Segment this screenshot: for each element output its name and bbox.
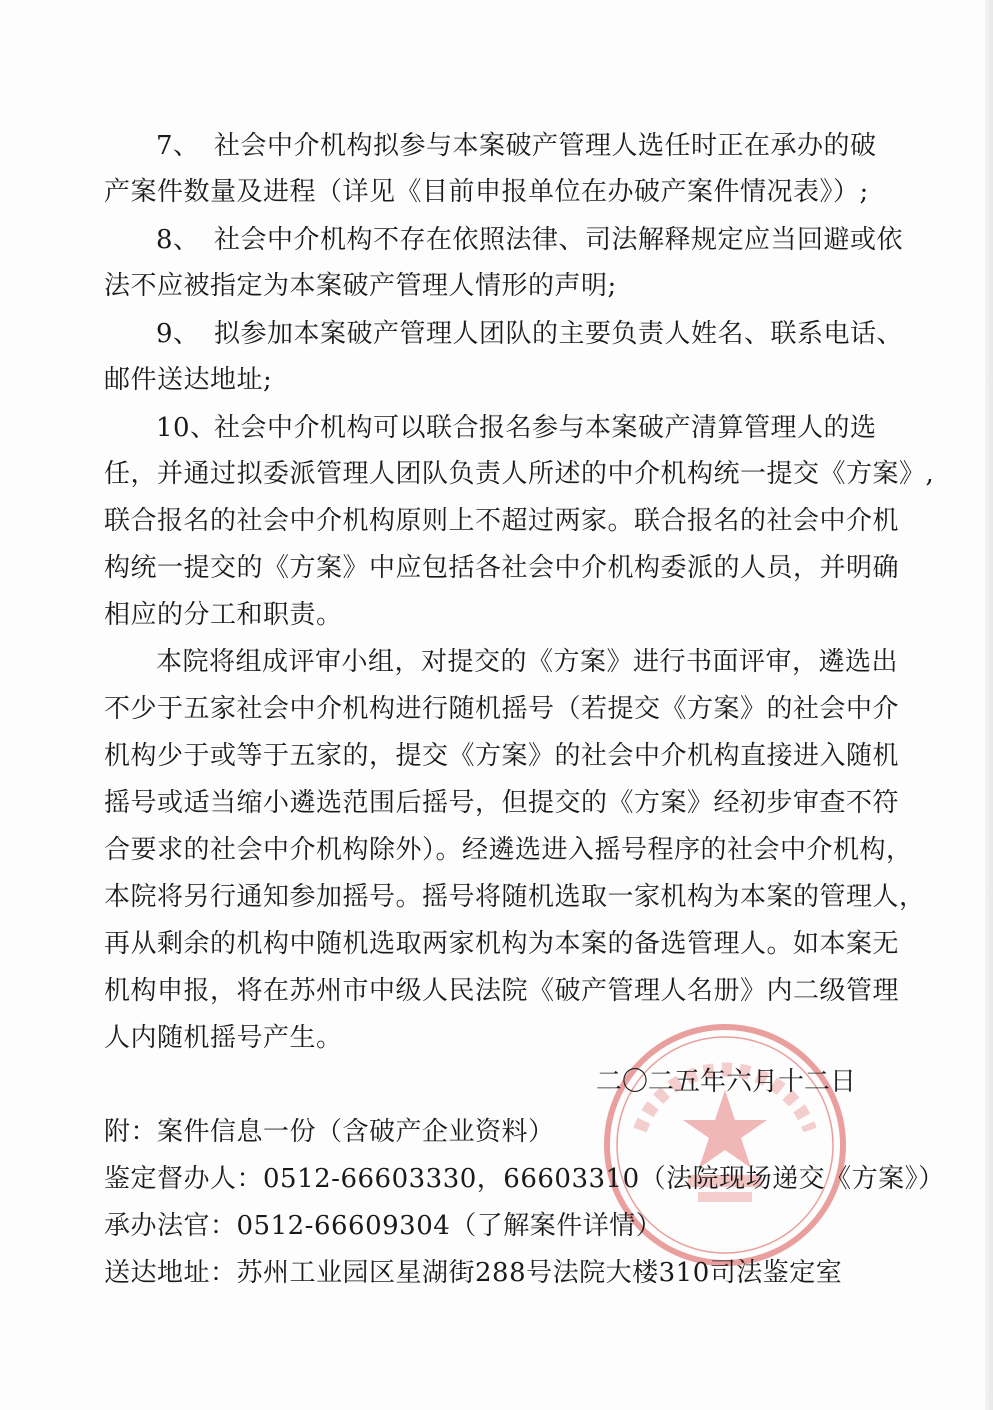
item-7-line-2: 产案件数量及进程（详见《目前申报单位在办破产案件情况表》）; (104, 177, 869, 207)
item-10-line-5: 相应的分工和职责。 (104, 600, 343, 630)
item-8-number: 8、 (156, 225, 200, 255)
item-10-line-1 (156, 410, 877, 446)
item-9-text-1: 拟参加本案破产管理人团队的主要负责人姓名、联系电话、 (214, 319, 904, 349)
item-7-line-1 (156, 128, 877, 164)
page-edge (985, 0, 993, 1410)
paragraph-line-9: 人内随机摇号产生。 (104, 1023, 343, 1053)
paragraph-line-5: 合要求的社会中介机构除外）。经遴选进入摇号程序的社会中介机构， (104, 835, 913, 865)
paragraph-line-4: 摇号或适当缩小遴选范围后摇号，但提交的《方案》经初步审查不符 (104, 788, 900, 818)
item-8-text-1: 社会中介机构不存在依照法律、司法解释规定应当回避或依 (214, 225, 904, 255)
paragraph-line-6: 本院将另行通知参加摇号。摇号将随机选取一家机构为本案的管理人， (104, 882, 926, 912)
paragraph-line-2: 不少于五家社会中介机构进行随机摇号（若提交《方案》的社会中介 (104, 694, 900, 724)
paragraph-line-8: 机构申报，将在苏州市中级人民法院《破产管理人名册》内二级管理 (104, 976, 900, 1006)
item-8-line-2: 法不应被指定为本案破产管理人情形的声明; (104, 271, 617, 301)
paragraph-line-1: 本院将组成评审小组，对提交的《方案》进行书面评审，遴选出 (156, 647, 899, 677)
item-10-line-4: 构统一提交的《方案》中应包括各社会中介机构委派的人员，并明确 (104, 553, 900, 583)
paragraph-line-7: 再从剩余的机构中随机选取两家机构为本案的备选管理人。如本案无 (104, 929, 900, 959)
item-10-line-3: 联合报名的社会中介机构原则上不超过两家。联合报名的社会中介机 (104, 506, 900, 536)
paragraph-line-3: 机构少于或等于五家的，提交《方案》的社会中介机构直接进入随机 (104, 741, 900, 771)
supervisor-contact-line: 鉴定督办人：0512-66603330，66603310（法院现场递交《方案》） (104, 1164, 945, 1194)
judge-contact-line: 承办法官：0512-66609304（了解案件详情） (104, 1211, 663, 1241)
attachment-line: 附：案件信息一份（含破产企业资料） (104, 1117, 555, 1147)
delivery-address-line: 送达地址：苏州工业园区星湖街288号法院大楼310司法鉴定室 (104, 1258, 843, 1288)
item-9-number: 9、 (156, 319, 200, 349)
item-9-line-2: 邮件送达地址; (104, 365, 273, 395)
item-7-number: 7、 (156, 131, 200, 161)
item-10-text-1: 社会中介机构可以联合报名参与本案破产清算管理人的选 (214, 413, 877, 443)
item-9-line-1 (156, 316, 903, 352)
document-date: 二〇二五年六月十二日 (596, 1067, 857, 1097)
item-8-line-1 (156, 222, 903, 258)
item-10-line-2: 任，并通过拟委派管理人团队负责人所述的中介机构统一提交《方案》, (104, 459, 935, 489)
item-7-text-1: 社会中介机构拟参与本案破产管理人选任时正在承办的破 (214, 131, 877, 161)
item-10-number: 10、 (156, 413, 217, 443)
